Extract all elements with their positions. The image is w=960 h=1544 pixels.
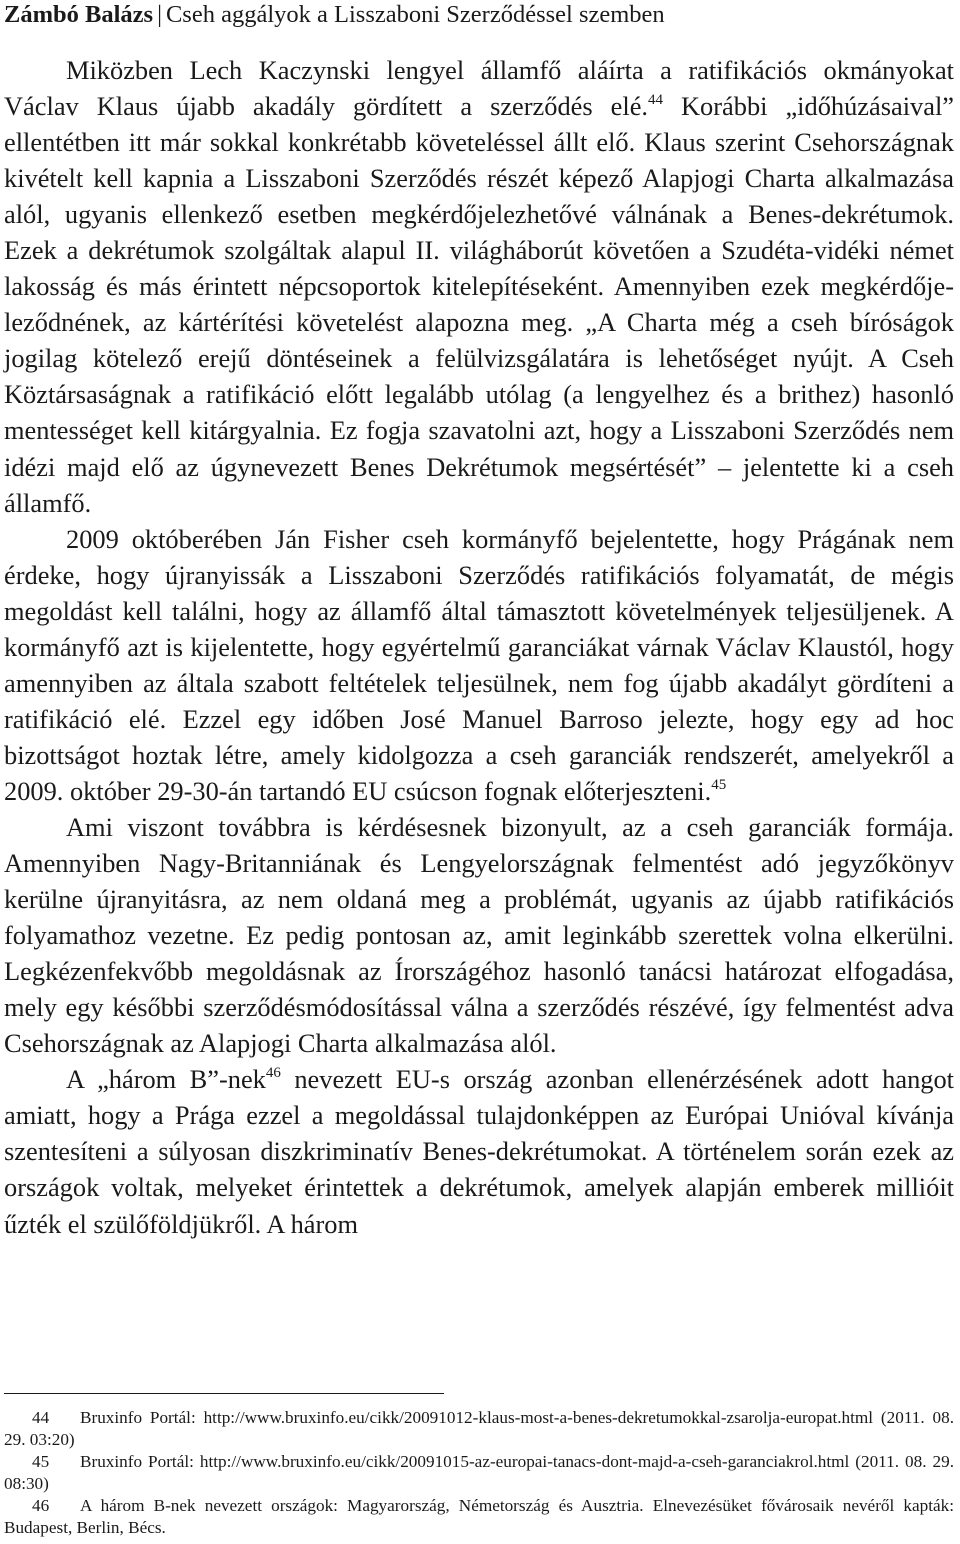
paragraph-text: Ami viszont továbbra is kérdésesnek bizonyult, az a cseh garanciák formája. Amennyiben Nagy-Britanniának és Lengyelországnak felmentést adó jegyzőkönyv kerülne újranyitásra, az nem oldaná meg a problémát, ugyanis az újabb ratifikációs folyamathoz vezetne. Ez pedig pontosan az, amit leginkább szerettek volna elkerülni. Legkézenfekvőbb megoldásnak az Írországéhoz hasonló tanácsi határozat elfogadása, mely egy későbbi szerződésmódosítással válna a szerződés részévé, így felmentést adva Csehországnak az Alapjogi Charta alkalmazása alól. xyxy=(4,811,954,1059)
footnote-text: Bruxinfo Portál: http://www.bruxinfo.eu/cikk/20091012-klaus-most-a-benes-dekretumokkal-zsarolja-europat.html (2011. 08. 29. 03:20) xyxy=(4,1408,954,1449)
footnote xyxy=(4,1451,954,1495)
footnote-reference: 45 xyxy=(711,776,727,793)
footnote-text: A három B-nek nevezett országok: Magyarország, Németország és Ausztria. Elnevezésüket fővárosaik nevéről kapták: Budapest, Berlin, Bécs. xyxy=(4,1496,954,1537)
header-title: Cseh aggályok a Lisszaboni Szerződéssel szemben xyxy=(165,1,665,28)
header-author: Zámbó Balázs xyxy=(4,1,154,28)
footnote xyxy=(4,1495,954,1539)
footnotes xyxy=(4,1407,954,1539)
header-separator: | xyxy=(157,1,162,28)
footnote-number: 44 xyxy=(32,1408,50,1427)
paragraph-text: A „három B”-nek xyxy=(66,1064,266,1095)
footnote xyxy=(4,1407,954,1451)
paragraph xyxy=(4,1061,954,1241)
paragraph xyxy=(4,809,954,1061)
footnote-reference: 46 xyxy=(265,1065,281,1082)
paragraph-text: 2009 októberében Ján Fisher cseh kormányfő bejelentette, hogy Prágának nem érdeke, hogy újranyissák a Lisszaboni Szerződés ratifikációs folyamatát, de mégis megoldást kell találni, hogy az államfő által támasztott követelmények teljesüljenek. A kormányfő azt is kijelentette, hogy egyértelmű garanciákat várnak Václav Klaustól, hogy amennyiben az általa szabott feltételek teljesülnek, nem fog újabb akadályt gördíteni a ratifikáció elé. Ezzel egy időben José Manuel Barroso jelezte, hogy egy ad hoc bizottságot hoztak létre, amely kidolgozza a cseh garanciák rendszerét, amelyekről a 2009. október 29-30-án tartandó EU csúcson fognak előterjeszteni. xyxy=(4,523,954,806)
footnote-divider xyxy=(4,1393,444,1394)
body-text xyxy=(4,52,954,1242)
paragraph-text: Miközben Lech Kaczynski lengyel államfő aláírta a ratifikációs okmányokat Václav Klaus újabb akadály gördített a szerződés elé. xyxy=(4,55,954,122)
footnote-number: 45 xyxy=(32,1452,50,1471)
paragraph-text: Korábbi „időhúzásaival” ellentétben itt már sokkal konkrétabb követeléssel állt elő. Klaus szerint Csehországnak kivételt kell kapnia a Lisszaboni Szerződés részét képező Alapjogi Charta alkalmazása alól, ugyanis ellenkező esetben megkérdőjelezhetővé válnának a Benes-dekrétumok. Ezek a dekrétumok szolgáltak alapul II. világháborút követően a Szudéta-vidéki német lakosság és más érintett népcsoportok kitelepítéseként. Amennyiben ezek megkérdőjeleződnének, az kártérítési követelést alapozna meg. „A Charta még a cseh bíróságok jogilag kötelező erejű döntéseinek a felülvizsgálatára is lehetőséget nyújt. A Cseh Köztársaságnak a ratifikáció előtt legalább utólag (a lengyelhez és a brithez) hasonló mentességet kell kitárgyalnia. Ez fogja szavatolni azt, hogy a Lisszaboni Szerződés nem idézi majd elő az úgynevezett Benes Dekrétumok megsértését” – jelentette ki a cseh államfő. xyxy=(4,91,954,518)
running-header xyxy=(4,0,954,30)
footnote-number: 46 xyxy=(32,1496,50,1515)
footnote-text: Bruxinfo Portál: http://www.bruxinfo.eu/cikk/20091015-az-europai-tanacs-dont-majd-a-cseh-garanciakrol.html (2011. 08. 29. 08:30) xyxy=(4,1452,954,1493)
paragraph-text: nevezett EU-s ország azonban ellenérzésének adott hangot amiatt, hogy a Prága ezzel a megoldással tulajdonképpen az Európai Unióval kívánja szentesíteni a súlyosan diszkriminatív Benes-dekrétumokat. A történelem során ezek az országok voltak, melyeket érintettek a dekrétumok, amelyek alapján emberek millióit űzték el szülőföldjükről. A három xyxy=(4,1064,955,1239)
footnote-reference: 44 xyxy=(648,92,663,109)
paragraph xyxy=(4,521,954,809)
paragraph xyxy=(4,52,954,521)
